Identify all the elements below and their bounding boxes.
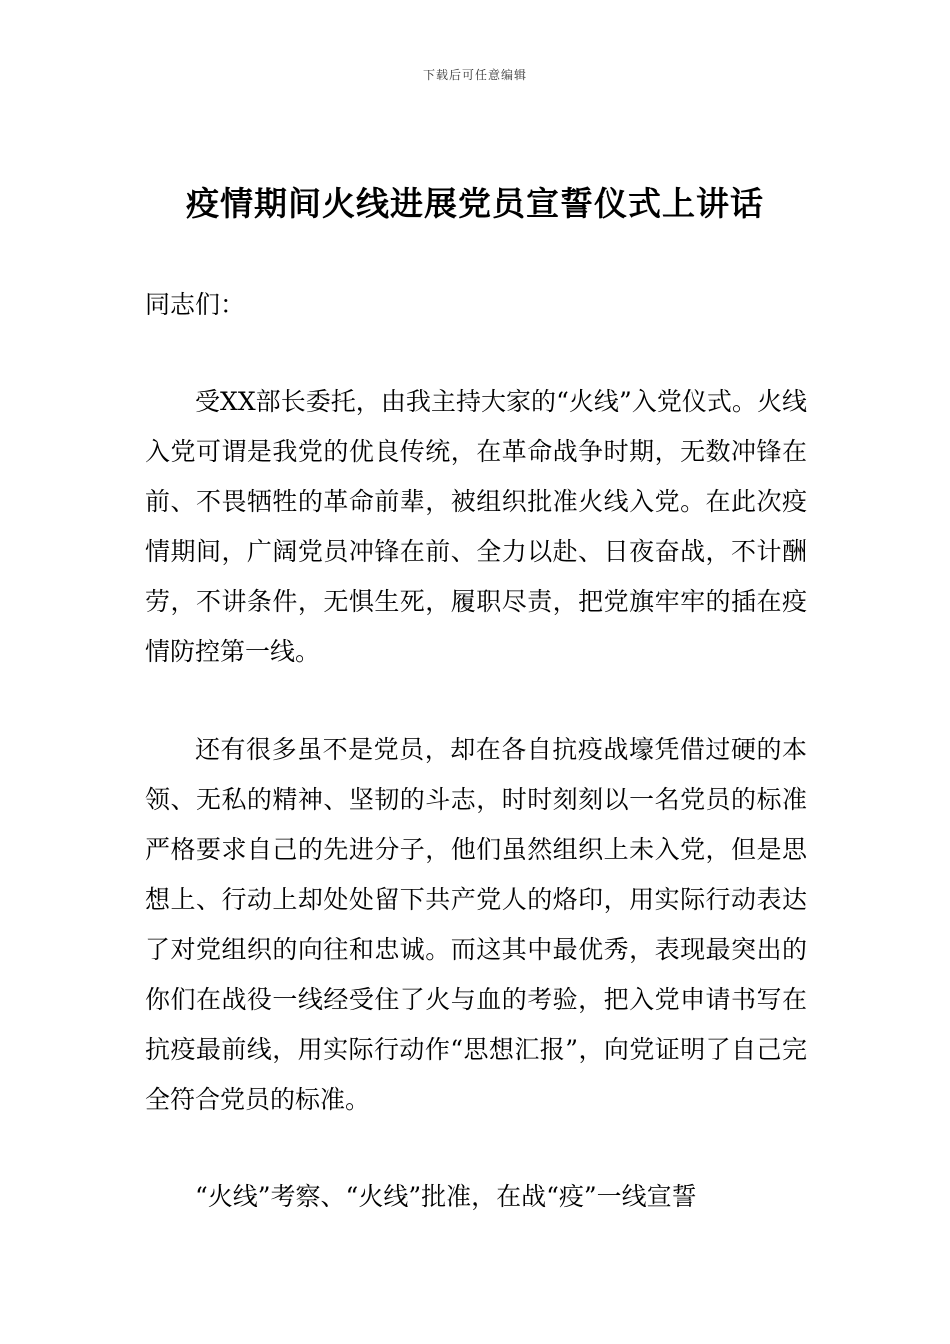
header-note: 下载后可任意编辑: [422, 68, 527, 82]
document-title: 疫情期间火线进展党员宣誓仪式上讲话: [186, 184, 764, 223]
paragraph-2: 还有很多虽不是党员，却在各自抗疫战壕凭借过硬的本领、无私的精神、坚韧的斗志，时时刻刻以一名党员的标准严格要求自己的先进分子，他们虽然组织上未入党，但是思想上、行动上却处处留下共产党人的烙印，用实际行动表达了对党组织的向往和忠诚。而这其中最优秀，表现最突出的你们在战役一线经受住了火与血的考验，把入党申请书写在抗疫最前线，用实际行动作“思想汇报”，向党证明了自己完全符合党员的标准。: [145, 735, 807, 1114]
paragraph-1: 受XX部长委托，由我主持大家的“火线”入党仪式。火线入党可谓是我党的优良传统，在革命战争时期，无数冲锋在前、不畏牺牲的革命前辈，被组织批准火线入党。在此次疫情期间，广阔党员冲锋在前、全力以赴、日夜奋战，不计酬劳，不讲条件，无惧生死，履职尽责，把党旗牢牢的插在疫情防控第一线。: [145, 387, 807, 666]
salutation: 同志们：: [145, 290, 246, 319]
paragraph-3: “火线”考察、“火线”批准，在战“疫”一线宣誓: [195, 1182, 697, 1211]
